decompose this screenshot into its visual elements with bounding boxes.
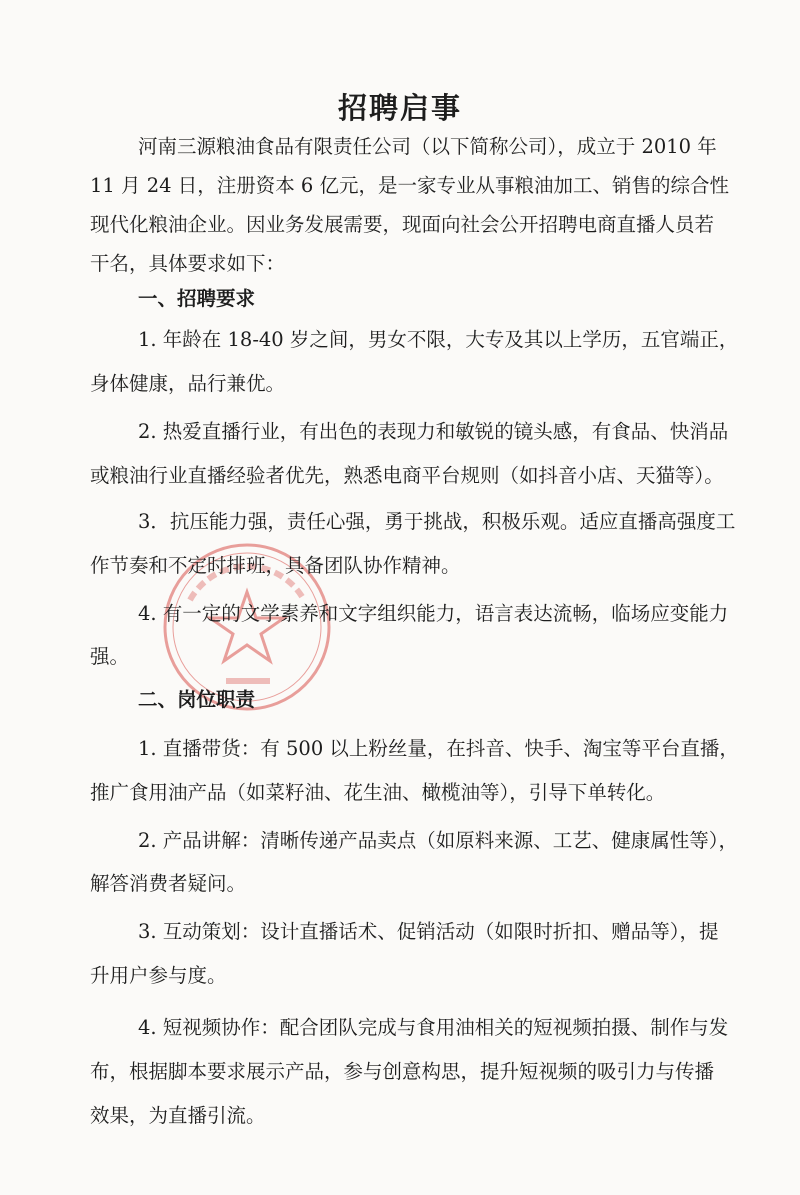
duty-item: 解答消费者疑问。 bbox=[90, 872, 247, 895]
requirement-item: 4. 有一定的文学素养和文字组织能力，语言表达流畅，临场应变能力 bbox=[138, 602, 729, 625]
duty-item: 升用户参与度。 bbox=[90, 964, 227, 987]
requirement-item: 3．抗压能力强，责任心强，勇于挑战，积极乐观。适应直播高强度工 bbox=[138, 510, 736, 533]
requirement-item: 强。 bbox=[90, 645, 130, 668]
intro-line: 干名，具体要求如下： bbox=[90, 252, 286, 275]
requirement-item: 2. 热爱直播行业，有出色的表现力和敏锐的镜头感，有食品、快消品 bbox=[138, 420, 729, 443]
duty-item: 4. 短视频协作：配合团队完成与食用油相关的短视频拍摄、制作与发 bbox=[138, 1016, 729, 1039]
section-heading-requirements: 一、招聘要求 bbox=[138, 287, 256, 310]
duty-item: 布，根据脚本要求展示产品，参与创意构思，提升短视频的吸引力与传播 bbox=[90, 1060, 715, 1083]
duty-item: 推广食用油产品（如菜籽油、花生油、橄榄油等），引导下单转化。 bbox=[90, 781, 666, 804]
duty-item: 3. 互动策划：设计直播话术、促销活动（如限时折扣、赠品等），提 bbox=[138, 920, 719, 943]
requirement-item: 或粮油行业直播经验者优先，熟悉电商平台规则（如抖音小店、天猫等）。 bbox=[90, 464, 724, 487]
section-heading-duties: 二、岗位职责 bbox=[138, 688, 256, 711]
requirement-item: 作节奏和不定时排班，具备团队协作精神。 bbox=[90, 554, 461, 577]
page-title: 招聘启事 bbox=[337, 91, 462, 125]
duty-item: 1. 直播带货：有 500 以上粉丝量，在抖音、快手、淘宝等平台直播， bbox=[138, 737, 739, 760]
duty-item: 效果，为直播引流。 bbox=[90, 1104, 266, 1127]
intro-line: 现代化粮油企业。因业务发展需要，现面向社会公开招聘电商直播人员若 bbox=[90, 213, 715, 236]
intro-line: 河南三源粮油食品有限责任公司（以下简称公司），成立于 2010 年 bbox=[138, 135, 717, 158]
requirement-item: 身体健康，品行兼优。 bbox=[90, 372, 286, 395]
requirement-item: 1. 年龄在 18-40 岁之间，男女不限，大专及其以上学历，五官端正， bbox=[138, 328, 739, 351]
intro-line: 11 月 24 日，注册资本 6 亿元，是一家专业从事粮油加工、销售的综合性 bbox=[90, 174, 730, 197]
duty-item: 2. 产品讲解：清晰传递产品卖点（如原料来源、工艺、健康属性等）， bbox=[138, 829, 739, 852]
